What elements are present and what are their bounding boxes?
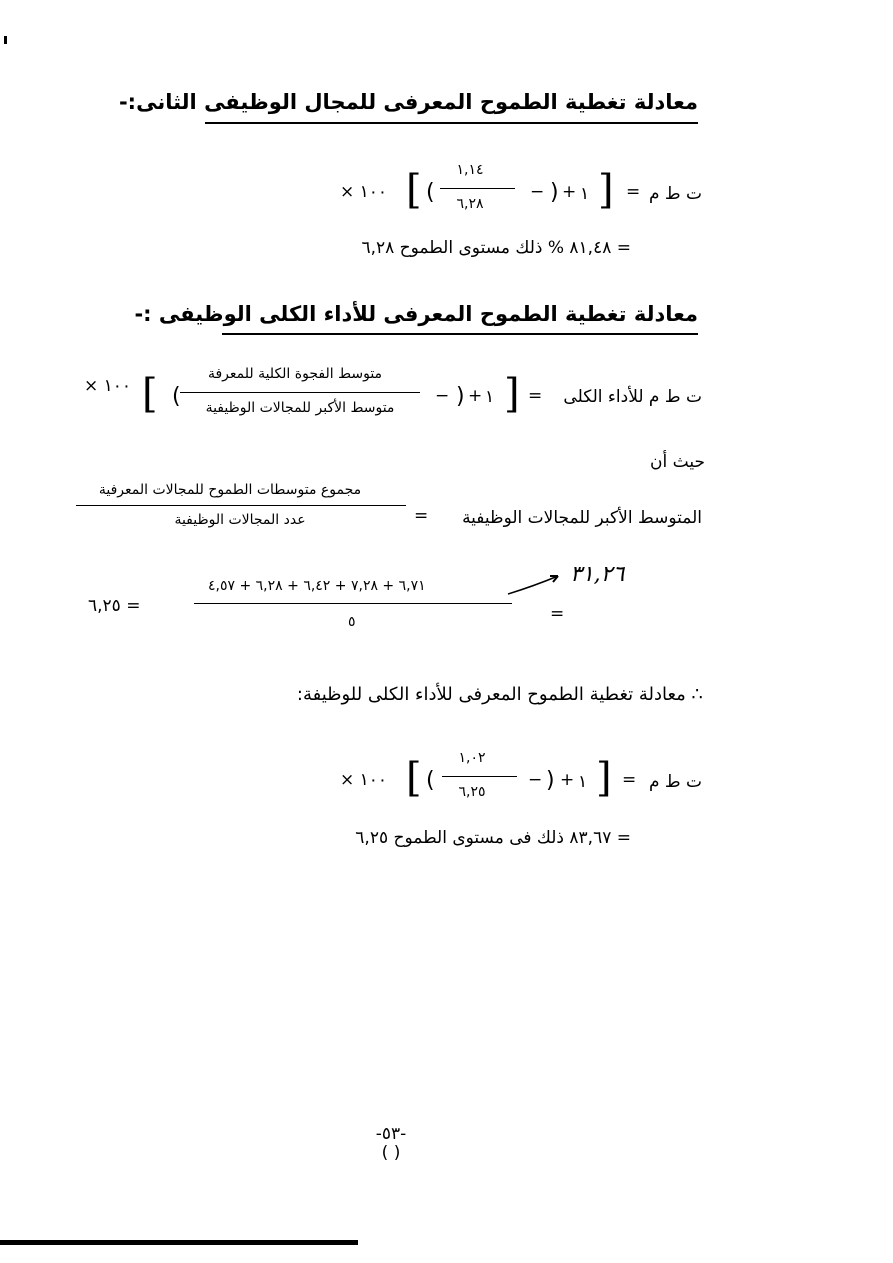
eq1-open-paren: (	[426, 180, 435, 205]
page-number-parens: ( )	[381, 1143, 401, 1163]
eq2-one: ١	[485, 387, 495, 407]
eq1-minus: −	[530, 182, 545, 202]
eq1-denominator: ٦,٢٨	[456, 196, 484, 212]
where-label: حيث أن	[650, 452, 705, 472]
eq3-close-paren: )	[546, 768, 555, 793]
calc-equation	[80, 560, 660, 640]
eq1-left-bracket: [	[406, 167, 422, 213]
section3-heading: ∴ معادلة تغطية الطموح المعرفى للأداء الكلى للوظيفة:	[296, 684, 703, 705]
bottom-scan-bar	[0, 1240, 358, 1245]
calc-denominator: ٥	[348, 614, 356, 630]
eq1-sign: =	[626, 182, 641, 202]
eq3-minus: −	[528, 770, 543, 790]
eq3-denominator: ٦,٢٥	[458, 784, 486, 800]
eq1-times: × ١٠٠	[340, 182, 388, 202]
def-lhs: المتوسط الأكبر للمجالات الوظيفية	[462, 508, 702, 528]
eq2-fraction-bar	[180, 392, 420, 393]
page-number: -٥٣-	[375, 1124, 407, 1144]
eq1-close-paren: )	[550, 180, 559, 205]
section3-equation	[330, 748, 710, 808]
eq2-plus: +	[468, 386, 483, 406]
eq1-numerator: ١,١٤	[456, 162, 484, 178]
eq2-lhs: ت ط م للأداء الكلى	[563, 387, 702, 407]
section1-heading: معادلة تغطية الطموح المعرفى للمجال الوظيفى الثانى:-	[118, 90, 698, 114]
calc-result: ٦,٢٥ =	[88, 596, 141, 616]
eq1-right-bracket: ]	[598, 167, 614, 213]
calc-numerator: ٦,٧١ + ٧,٢٨ + ٦,٤٢ + ٦,٢٨ + ٤,٥٧	[208, 578, 426, 594]
eq3-sign: =	[622, 770, 637, 790]
eq2-numerator: متوسط الفجوة الكلية للمعرفة	[207, 366, 383, 382]
calc-fraction-bar	[194, 603, 512, 604]
eq2-open-paren: (	[172, 384, 181, 409]
eq3-numerator: ١,٠٢	[458, 750, 486, 766]
calc-handwritten-note: ٣١,٢٦	[570, 562, 625, 587]
eq2-minus: −	[435, 386, 450, 406]
arrow-icon	[506, 570, 566, 596]
section2-equation	[80, 362, 710, 432]
section2-heading-underline	[222, 333, 698, 335]
calc-sign: =	[550, 604, 565, 624]
def-fraction-bar	[76, 505, 406, 506]
eq2-denominator: متوسط الأكبر للمجالات الوظيفية	[205, 400, 395, 416]
eq2-times: × ١٠٠	[84, 376, 132, 396]
section1-equation	[330, 160, 710, 220]
def-denominator: عدد المجالات الوظيفية	[174, 512, 306, 528]
eq3-left-bracket: [	[406, 755, 422, 801]
eq3-fraction-bar	[442, 776, 517, 777]
eq3-open-paren: (	[426, 768, 435, 793]
eq2-left-bracket: [	[142, 371, 158, 417]
section1-result: = ٨١,٤٨ % ذلك مستوى الطموح ٦,٢٨	[361, 238, 631, 258]
definition-equation	[70, 478, 710, 538]
eq2-sign: =	[528, 386, 543, 406]
def-numerator: مجموع متوسطات الطموح للمجالات المعرفية	[98, 482, 362, 498]
eq3-plus: +	[560, 770, 575, 790]
eq2-close-paren: )	[456, 384, 465, 409]
eq3-one: ١	[578, 772, 588, 792]
top-left-mark	[4, 36, 7, 44]
eq1-fraction-bar	[440, 188, 515, 189]
eq3-lhs: ت ط م	[648, 772, 702, 792]
section3-result: = ٨٣,٦٧ ذلك فى مستوى الطموح ٦,٢٥	[355, 828, 631, 848]
eq1-one: ١	[580, 184, 590, 204]
def-sign: =	[414, 506, 429, 526]
eq3-right-bracket: ]	[596, 755, 612, 801]
eq2-right-bracket: ]	[504, 371, 520, 417]
eq1-lhs: ت ط م	[648, 184, 702, 204]
section1-heading-underline	[205, 122, 698, 124]
eq1-plus: +	[562, 182, 577, 202]
section2-heading: معادلة تغطية الطموح المعرفى للأداء الكلى الوظيفى :-	[134, 302, 698, 326]
eq3-times: × ١٠٠	[340, 770, 388, 790]
